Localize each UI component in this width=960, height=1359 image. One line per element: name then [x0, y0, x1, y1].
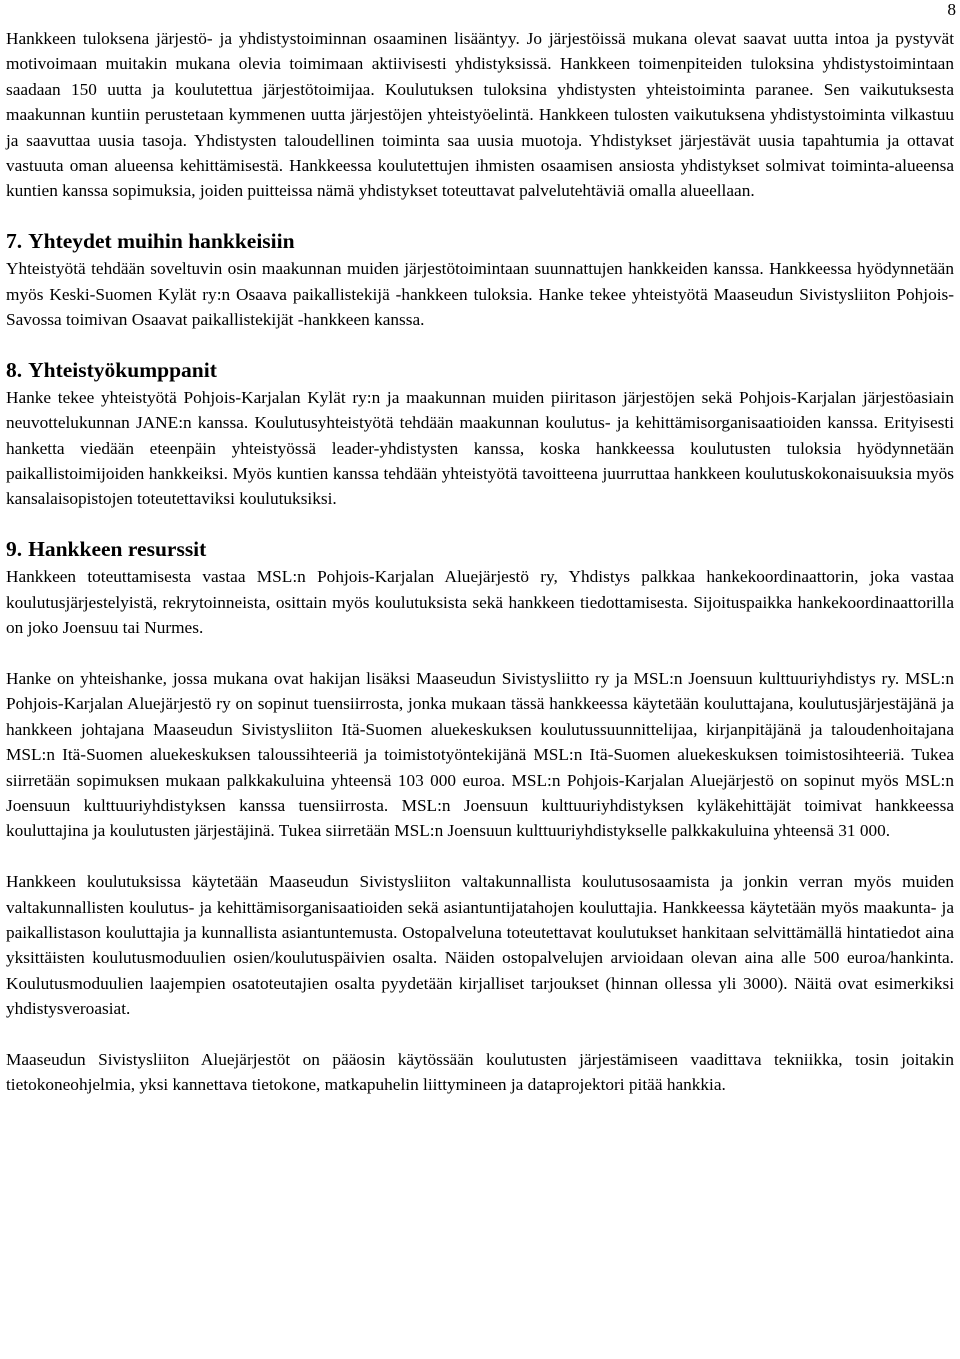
- section-8-heading: [6, 358, 954, 383]
- section-8-paragraph-1: Hanke tekee yhteistyötä Pohjois-Karjalan Kylät ry:n ja maakunnan muiden piiritason järjestöjen sekä Pohjois-Karjalan järjestöasiain neuvottelukunnan JANE:n kanssa. Koulutusyhteistyötä tehdään maakunnan koulutus- ja kehittämisorganisaatioiden kanssa. Erityisesti hanketta viedään eteenpäin yhteistyössä leader-yhdistysten kanssa, koska hankkeessa koulutusten tuloksia hyödynnetään paikallistoimijoiden hankkeiksi. Myös kuntien kanssa tehdään yhteistyötä tavoitteena juurruttaa hankkeen koulutuskokonaisuuksia myös kansalaisopistojen toteutettaviksi koulutuksiksi.: [6, 387, 954, 509]
- section-7-heading: [6, 229, 954, 254]
- section-9-heading: [6, 537, 954, 562]
- section-9: [6, 537, 954, 1097]
- section-9-paragraph-3: Hankkeen koulutuksissa käytetään Maaseudun Sivistysliiton valtakunnallista koulutusosaamista ja jonkin verran myös muiden valtakunnallisten koulutus- ja kehittämisorganisaatioiden sekä asiantuntijatahojen kouluttajia. Hankkeessa käytetään myös maakunta- ja paikallistason kouluttajia ja kunnallista asiantuntemusta. Ostopalveluna toteutettavat koulutukset hankitaan selvittämällä hintatiedot aina yksittäisten koulutusmoduulien osien/koulutuspäivien osalta. Näiden ostopalvelujen arvioidaan olevan aina alle 500 euroa/hankinta. Koulutusmoduulien laajempien osatoteutajien osalta pyydetään kirjalliset tarjoukset (hinnan ollessa yli 3000). Näitä ovat esimerkiksi yhdistysveroasiat.: [6, 872, 954, 1019]
- section-8-number: 8.: [6, 357, 23, 382]
- section-9-paragraph-1: Hankkeen toteuttamisesta vastaa MSL:n Pohjois-Karjalan Aluejärjestö ry, Yhdistys palkkaa hankekoordinaattorin, joka vastaa koulutusjärjestelyistä, rekrytoinneista, osittain myös koulutuksista sekä hankkeen tiedottamisesta. Sijoituspaikka hankekoordinaattorilla on joko Joensuu tai Nurmes.: [6, 567, 954, 638]
- section-7-number: 7.: [6, 229, 23, 254]
- section-8-title: Yhteistyökumppanit: [28, 357, 217, 382]
- section-7-paragraph-1: Yhteistyötä tehdään soveltuvin osin maakunnan muiden järjestötoimintaan suunnattujen hankkeiden kanssa. Hankkeessa hyödynnetään myös Keski-Suomen Kylät ry:n Osaava paikallistekijä -hankkeen tuloksia. Hanke tekee yhteistyötä Maaseudun Sivistysliiton Pohjois-Savossa toimivan Osaavat paikallistekijät -hankkeen kanssa.: [6, 259, 954, 330]
- section-9-paragraph-4: Maaseudun Sivistysliiton Aluejärjestöt on pääosin käytössään koulutusten järjestämiseen vaadittava tekniikka, tosin joitakin tietokoneohjelmia, yksi kannettava tietokone, matkapuhelin liittymineen ja dataprojektori pitää hankkia.: [6, 1049, 954, 1095]
- document-page: [6, 26, 954, 1098]
- section-9-paragraph-2: Hanke on yhteishanke, jossa mukana ovat hakijan lisäksi Maaseudun Sivistysliitto ry ja MSL:n Joensuun kulttuuriyhdistys ry. MSL:n Pohjois-Karjalan Aluejärjestö ry on sopinut tuensiirrosta, jonka mukaan tässä hankkeessa käytetään kouluttajana, koulutusjärjestäjänä ja hankkeen johtajana Maaseudun Sivistysliiton Itä-Suomen aluekeskuksen koulutussuunnittelijaa, kirjanpitäjänä ja taloudenhoitajana MSL:n Itä-Suomen aluekeskuksen taloussihteeriä ja toimistotyöntekijänä MSL:n Itä-Suomen aluekeskuksen toimistosihteeriä. Tukea siirretään sopimuksen mukaan palkkakuluina yhteensä 103 000 euroa. MSL:n Pohjois-Karjalan Aluejärjestö on sopinut myös MSL:n Joensuun kulttuuriyhdistyksen kanssa tuensiirrosta. MSL:n Joensuun kulttuuriyhdistyksen kyläkehittäjät toimivat hankkeessa kouluttajina ja koulutusten järjestäjinä. Tukea siirretään MSL:n Joensuun kulttuuriyhdistykselle palkkakuluina yhteensä 31 000.: [6, 668, 954, 841]
- section-9-title: Hankkeen resurssit: [28, 537, 207, 562]
- section-7: [6, 229, 954, 332]
- section-8: [6, 358, 954, 512]
- section-9-number: 9.: [6, 537, 23, 562]
- intro-paragraph: Hankkeen tuloksena järjestö- ja yhdistystoiminnan osaaminen lisääntyy. Jo järjestöissä mukana olevat saavat uutta intoa ja pystyvät motivoimaan muitakin mukana olevia toimimaan aktiivisesti yhdistyksissä. Hankkeen toimenpiteiden tuloksina yhdistystoimintaan saadaan 150 uutta ja koulutettua järjestötoimijaa. Koulutuksen tuloksina yhdistysten yhteistoiminta paranee. Sen vaikutuksesta maakunnan kuntiin perustetaan kymmenen uutta järjestöjen yhteistyöelintä. Hankkeen tulosten vaikutuksena yhdistystoiminta vilkastuu ja saavuttaa uusia tasoja. Yhdistysten taloudellinen toiminta saa uusia muotoja. Yhdistykset järjestävät uusia tapahtumia ja ottavat vastuuta oman alueensa kehittämisestä. Hankkeessa koulutettujen ihmisten osaamisen ansiosta yhdistykset solmivat toiminta-alueensa kuntien kanssa sopimuksia, joiden puitteissa nämä yhdistykset toteuttavat palvelutehtäviä omalla alueellaan.: [6, 29, 954, 201]
- page-number: 8: [947, 0, 956, 19]
- section-7-title: Yhteydet muihin hankkeisiin: [28, 229, 295, 254]
